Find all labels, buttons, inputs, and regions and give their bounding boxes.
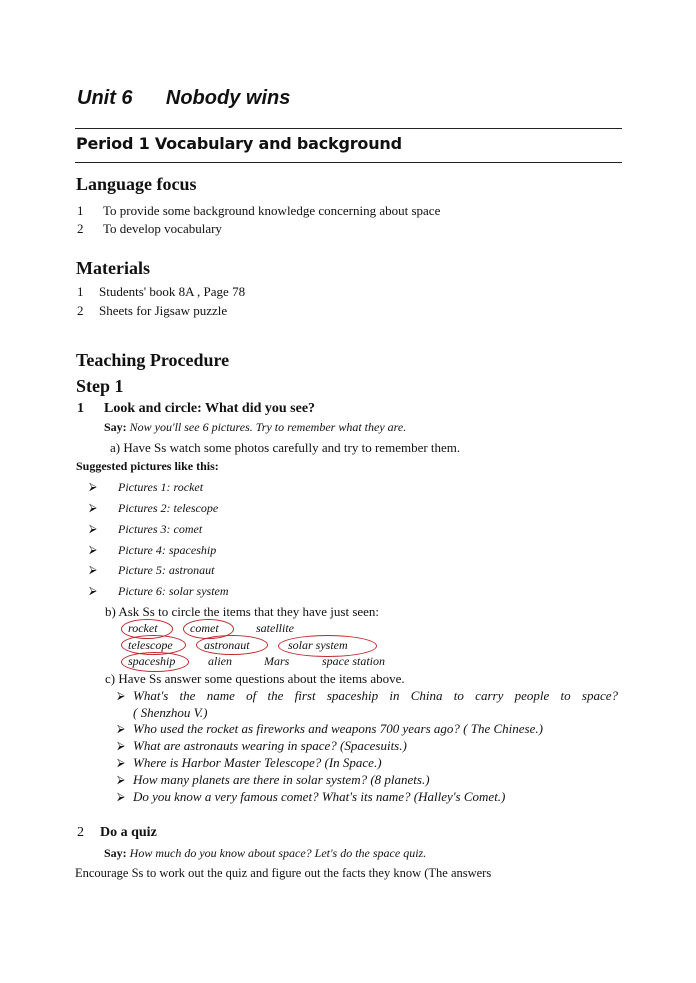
- question-item: How many planets are there in solar system? (8 planets.): [133, 772, 430, 787]
- word-rocket: rocket: [128, 621, 158, 635]
- arrow-bullet-icon: ⮚: [117, 774, 125, 786]
- picture-item: Pictures 1: rocket: [118, 480, 204, 494]
- word-space-station: space station: [322, 654, 385, 668]
- word-mars: Mars: [264, 654, 290, 668]
- suggested-pictures-label: Suggested pictures like this:: [76, 459, 219, 473]
- language-focus-item: To provide some background knowledge concerning about space: [103, 203, 441, 218]
- top-rule: [75, 128, 622, 129]
- teaching-procedure-heading: Teaching Procedure: [76, 350, 230, 370]
- arrow-bullet-icon: ⮚: [117, 791, 125, 803]
- language-focus-item-number: 2: [77, 221, 84, 236]
- arrow-bullet-icon: ⮚: [89, 523, 97, 535]
- language-focus-item: To develop vocabulary: [103, 221, 222, 236]
- say-label: Say:: [104, 846, 127, 860]
- materials-item-number: 1: [77, 284, 84, 299]
- say-line: [104, 420, 406, 435]
- word-astronaut: astronaut: [204, 638, 250, 652]
- instruction-b: b) Ask Ss to circle the items that they have just seen:: [105, 604, 380, 619]
- say-label: Say:: [104, 420, 127, 434]
- arrow-bullet-icon: ⮚: [89, 481, 97, 493]
- language-focus-heading: Language focus: [76, 174, 197, 194]
- language-focus-item-number: 1: [77, 203, 84, 218]
- materials-item: Students' book 8A , Page 78: [99, 284, 246, 299]
- bottom-rule: [75, 162, 622, 163]
- arrow-bullet-icon: ⮚: [117, 757, 125, 769]
- instruction-a: a) Have Ss watch some photos carefully and try to remember them.: [110, 440, 461, 455]
- materials-item: Sheets for Jigsaw puzzle: [99, 303, 228, 318]
- circle-astronaut: [196, 635, 268, 655]
- materials-item-number: 2: [77, 303, 84, 318]
- arrow-bullet-icon: ⮚: [117, 723, 125, 735]
- say-text: Now you'll see 6 pictures. Try to remember what they are.: [129, 420, 407, 434]
- arrow-bullet-icon: ⮚: [117, 690, 125, 702]
- picture-item: Pictures 3: comet: [118, 522, 203, 536]
- period-title: Period 1 Vocabulary and background: [76, 134, 402, 153]
- picture-item: Picture 6: solar system: [118, 584, 229, 598]
- arrow-bullet-icon: ⮚: [89, 564, 97, 576]
- part-title: Look and circle: What did you see?: [104, 401, 316, 416]
- encourage-text: Encourage Ss to work out the quiz and figure out the facts they know (The answers: [75, 866, 492, 880]
- picture-item: Pictures 2: telescope: [118, 501, 219, 515]
- say-line: [104, 846, 426, 861]
- circle-solar-system: [278, 635, 377, 657]
- arrow-bullet-icon: ⮚: [89, 585, 97, 597]
- word-comet: comet: [190, 621, 219, 635]
- word-satellite: satellite: [256, 621, 294, 635]
- question-item: Where is Harbor Master Telescope? (In Space.): [133, 755, 382, 770]
- part-title: Do a quiz: [100, 825, 157, 840]
- question-1-line-2: ( Shenzhou V.): [133, 705, 208, 720]
- circle-spaceship: [121, 652, 189, 672]
- unit-title: Unit 6 Nobody wins: [77, 87, 291, 109]
- part-number: 1: [77, 401, 84, 416]
- question-item: What are astronauts wearing in space? (Spacesuits.): [133, 738, 407, 753]
- instruction-c: c) Have Ss answer some questions about the items above.: [105, 671, 405, 686]
- step-heading: Step 1: [76, 376, 124, 396]
- word-solar-system: solar system: [288, 638, 348, 652]
- picture-item: Picture 4: spaceship: [118, 543, 217, 557]
- question-item: Who used the rocket as fireworks and weapons 700 years ago? ( The Chinese.): [133, 721, 543, 736]
- question-item: Do you know a very famous comet? What's its name? (Halley's Comet.): [133, 789, 506, 804]
- word-telescope: telescope: [128, 638, 173, 652]
- arrow-bullet-icon: ⮚: [89, 502, 97, 514]
- picture-item: Picture 5: astronaut: [118, 563, 215, 577]
- question-1-line-1: What's the name of the first spaceship in China to carry people to space?: [133, 688, 618, 703]
- arrow-bullet-icon: ⮚: [89, 544, 97, 556]
- part-number: 2: [77, 825, 84, 840]
- word-alien: alien: [208, 654, 232, 668]
- materials-heading: Materials: [76, 258, 150, 278]
- say-text: How much do you know about space? Let's do the space quiz.: [129, 846, 427, 860]
- word-spaceship: spaceship: [128, 654, 176, 668]
- arrow-bullet-icon: ⮚: [117, 740, 125, 752]
